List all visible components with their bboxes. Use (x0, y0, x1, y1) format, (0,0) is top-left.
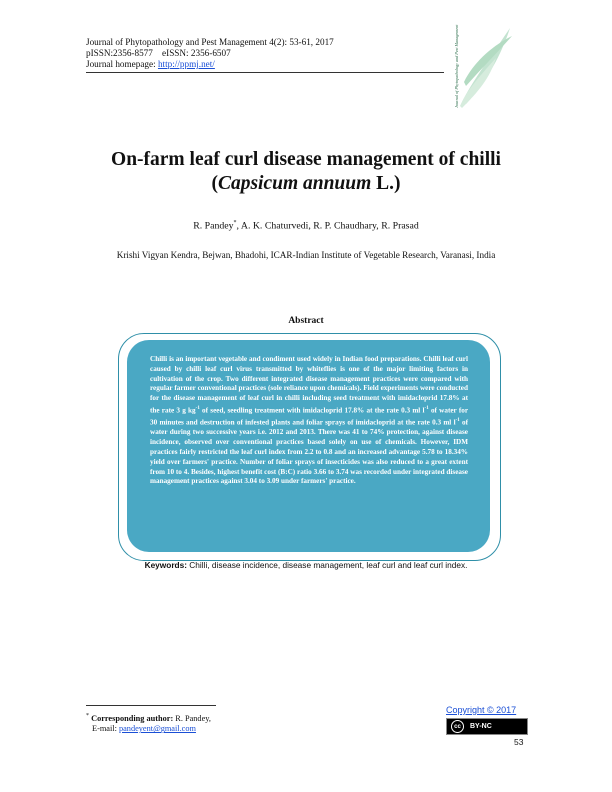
title-suffix: L.) (371, 173, 401, 194)
abstract-sup-2: -1 (424, 405, 429, 411)
journal-issn: pISSN:2356-8577 eISSN: 2356-6507 (86, 48, 231, 58)
title-paren: ( (211, 173, 218, 194)
email-link[interactable]: pandeyent@gmail.com (118, 724, 196, 734)
homepage-label: Journal homepage: (86, 59, 158, 69)
title-species: Capsicum annuum (217, 173, 372, 194)
title-line-2 (40, 172, 572, 196)
footnote-email (86, 724, 211, 735)
journal-homepage (86, 59, 334, 70)
copyright-link[interactable]: Copyright © 2017 (446, 705, 517, 715)
other-authors: , A. K. Chaturvedi, R. P. Chaudhary, R. Prasad (236, 220, 419, 232)
abstract-part-3: of water for 30 minutes and destruction of infested plants and foliar sprays of imidacloprid at the rate 0.3 ml l (150, 406, 469, 427)
abstract-heading: Abstract (288, 316, 324, 326)
journal-header (86, 37, 334, 70)
footnote-author: R. Pandey, (173, 713, 211, 723)
abstract-part-4: of water during two successive years i.e. 2012 and 2013. There was 41 to 74% protection, against disease incidence, observed over conventional practices based solely on use of chemicals. However, IDM practices fairly restricted the leaf curl index from 2.2 to 0.8 and an increased advantage 5.78 to 18.34% yield over farmers' practice. Number of foliar sprays of insecticides was also reduced to a great extent from 10 to 4. Besides, highest benefit cost (B:C) ratio 3.66 to 3.74 was recorded under integrated disease management practices against 3.04 to 3.09 under farmers' practice. (150, 418, 468, 486)
abstract-sup-1: -1 (195, 405, 200, 411)
homepage-link[interactable]: http://ppmj.net/ (157, 59, 215, 69)
footnote (86, 711, 211, 735)
author-list (40, 220, 572, 231)
page-number: 53 (514, 737, 524, 747)
abstract-part-2: of seed, seedling treatment with imidacloprid 17.8% at the rate 0.3 ml l (199, 406, 425, 415)
footnote-label: Corresponding author: (89, 713, 174, 723)
keywords-label: Keywords: (144, 560, 187, 570)
abstract-sup-3: -1 (455, 418, 460, 424)
abstract-part-1: Chilli is an important vegetable and condiment used widely in Indian food preparations. Chilli leaf curl caused by chilli leaf curl virus transmitted by whiteflies is one of the major limiting factors in cultivation of the crop. Two different integrated disease management practices were compared with regular farmer conventional practices (sole reliance upon chemicals). Field experiments were conducted for the disease management of leaf curl in chilli including seed treatment with imidacloprid 17.8% at the rate 3 g kg (150, 355, 468, 415)
affiliation: Krishi Vigyan Kendra, Bejwan, Bhadohi, ICAR-Indian Institute of Vegetable Research, Varanasi, India (116, 250, 496, 260)
abstract-text (150, 355, 468, 487)
email-label: E-mail: (92, 724, 119, 734)
cc-license-badge[interactable] (446, 718, 528, 735)
logo-text: Journal of Phytopathology and Pest Management (454, 24, 459, 108)
footnote-divider (86, 705, 216, 706)
corresponding-mark: * (233, 220, 237, 226)
keywords (40, 560, 572, 570)
header-divider (86, 72, 444, 73)
footnote-mark: * (86, 713, 89, 719)
author-1: R. Pandey (193, 220, 234, 232)
title-line-1: On-farm leaf curl disease management of chilli (111, 149, 501, 170)
cc-icon: cc (451, 720, 464, 733)
journal-citation: Journal of Phytopathology and Pest Management 4(2): 53-61, 2017 (86, 37, 334, 47)
journal-logo (452, 22, 514, 110)
keywords-text: Chilli, disease incidence, disease management, leaf curl and leaf curl index. (187, 560, 468, 570)
article-title (40, 148, 572, 196)
license-label: BY-NC (470, 723, 492, 730)
corresponding-author (86, 711, 211, 724)
